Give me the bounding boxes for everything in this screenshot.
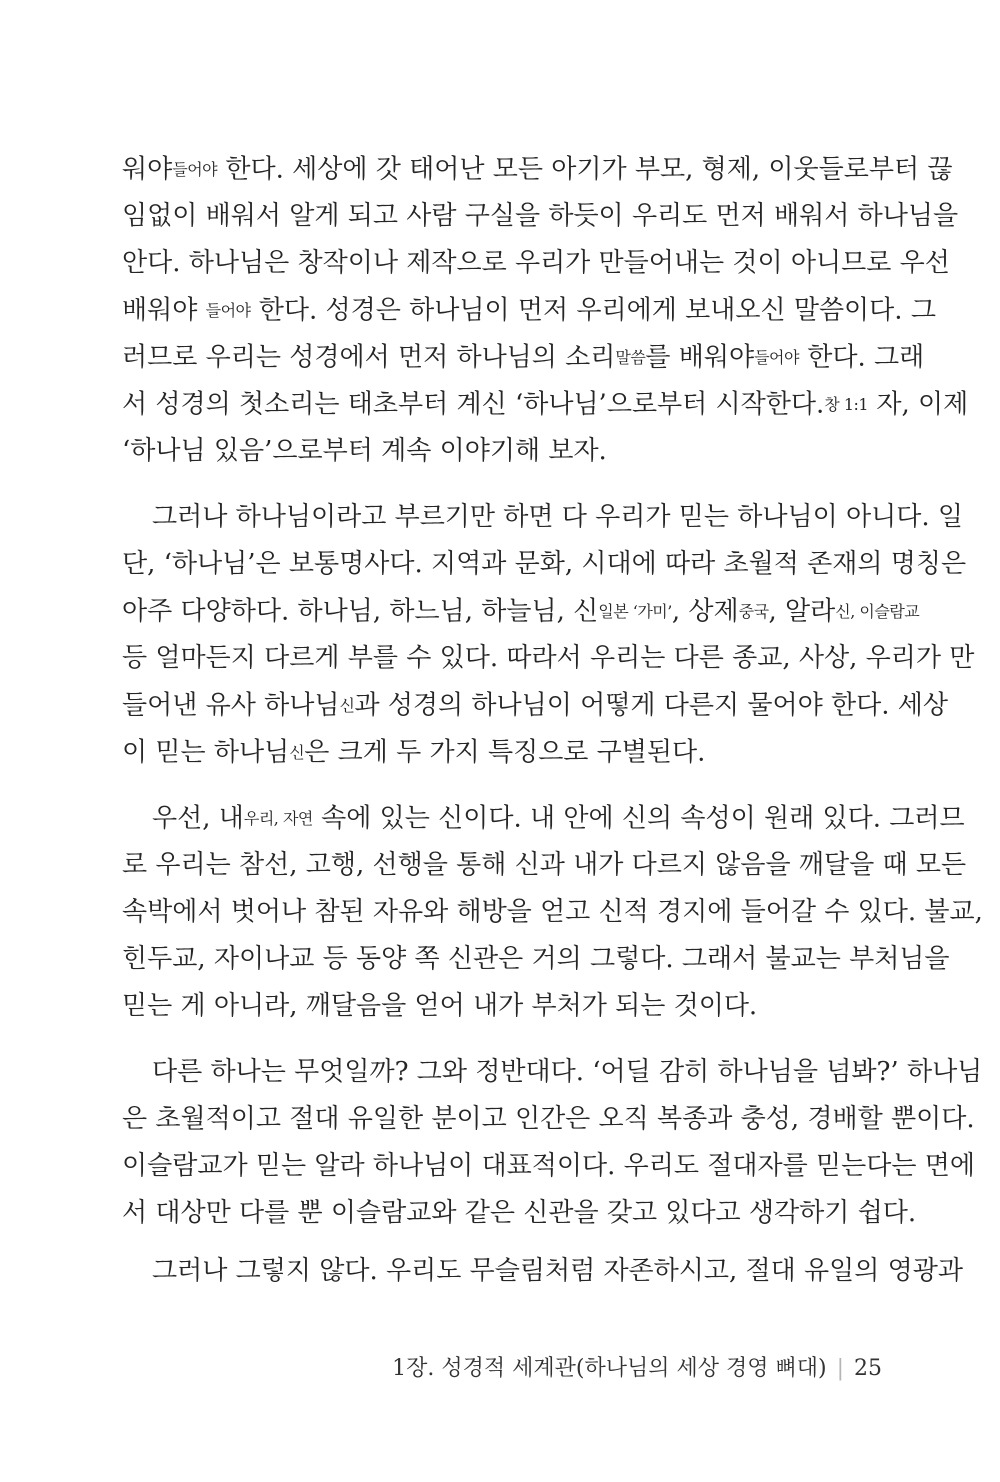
paragraph-gap — [122, 776, 888, 795]
text-line — [122, 240, 950, 287]
text-run: 이슬람교가 믿는 알라 하나님이 대표적이다. 우리도 절대자를 믿는다는 면에 — [122, 1151, 975, 1181]
text-line — [122, 494, 964, 541]
text-run: 한다. 세상에 갓 태어난 모든 아기가 부모, 형제, 이웃들로부터 끊 — [217, 154, 953, 185]
inline-annotation: 신 — [289, 743, 305, 762]
text-run: , 상제 — [671, 596, 739, 627]
paragraph — [122, 494, 975, 776]
text-run: 배워야 — [122, 295, 206, 326]
paragraph — [122, 1049, 983, 1237]
text-run: 믿는 게 아니라, 깨달음을 얻어 내가 부처가 되는 것이다. — [122, 991, 758, 1021]
text-line — [122, 936, 950, 983]
text-run: , 알라 — [768, 596, 836, 627]
inline-annotation: 신, 이슬람교 — [835, 602, 920, 621]
text-run: 과 성경의 하나님이 어떻게 다른지 물어야 한다. 세상 — [354, 690, 948, 721]
text-line — [122, 889, 983, 936]
text-line — [122, 1049, 983, 1096]
text-line — [122, 381, 969, 428]
text-run: 속박에서 벗어나 참된 자유와 해방을 얻고 신적 경지에 들어갈 수 있다. 불교, — [122, 897, 983, 927]
text-run: 아주 다양하다. 하나님, 하느님, 하늘님, 신 — [122, 596, 599, 627]
chapter-title: 1장. 성경적 세계관(하나님의 세상 경영 뼈대) — [392, 1356, 827, 1381]
text-line — [122, 588, 920, 635]
text-run: 서 성경의 첫소리는 태초부터 계신 ‘하나님’으로부터 시작한다. — [122, 389, 825, 420]
text-line — [122, 287, 936, 334]
inline-annotation: 신 — [339, 696, 355, 715]
text-run: 그러나 그렇지 않다. 우리도 무슬림처럼 자존하시고, 절대 유일의 영광과 — [152, 1256, 964, 1286]
inline-annotation: 우리, 자연 — [243, 809, 313, 828]
text-line — [122, 428, 888, 475]
text-line — [122, 682, 948, 729]
paragraph — [122, 1248, 964, 1295]
text-run: 한다. 성경은 하나님이 먼저 우리에게 보내오신 말씀이다. 그 — [250, 295, 936, 326]
text-run: 를 배워야 — [645, 342, 755, 373]
text-line — [122, 729, 888, 776]
text-line — [122, 1190, 917, 1237]
paragraph-gap — [122, 1030, 888, 1049]
text-run: 한다. 그래 — [798, 342, 925, 373]
text-run: 등 얼마든지 다르게 부를 수 있다. 따라서 우리는 다른 종교, 사상, 우리가 만 — [122, 643, 975, 673]
text-run: 이 믿는 하나님 — [122, 737, 290, 768]
paragraph-gap — [122, 475, 888, 494]
inline-annotation: 중국 — [738, 602, 769, 621]
text-run: 로 우리는 참선, 고행, 선행을 통해 신과 내가 다르지 않음을 깨달을 때 모든 — [122, 850, 967, 880]
text-line — [122, 1143, 975, 1190]
text-run: 임없이 배워서 알게 되고 사람 구실을 하듯이 우리도 먼저 배워서 하나님을 — [122, 201, 959, 231]
text-line — [122, 541, 967, 588]
text-run: 속에 있는 신이다. 내 안에 신의 속성이 원래 있다. 그러므 — [312, 803, 965, 834]
text-run: 러므로 우리는 성경에서 먼저 하나님의 소리 — [122, 342, 616, 373]
text-run: 다른 하나는 무엇일까? 그와 정반대다. ‘어딜 감히 하나님을 넘봐?’ 하나님 — [152, 1057, 983, 1087]
page-number: 25 — [854, 1356, 882, 1381]
footer-separator: | — [836, 1356, 844, 1381]
text-run: 안다. 하나님은 창작이나 제작으로 우리가 만들어내는 것이 아니므로 우선 — [122, 248, 950, 278]
text-run: 자, 이제 — [868, 389, 969, 420]
inline-annotation: 창 1:1 — [824, 395, 869, 414]
inline-annotation: 말씀 — [615, 348, 646, 367]
text-run: 단, ‘하나님’은 보통명사다. 지역과 문화, 시대에 따라 초월적 존재의 명칭은 — [122, 549, 967, 579]
text-run: 들어낸 유사 하나님 — [122, 690, 340, 721]
paragraph-gap — [122, 1237, 888, 1248]
text-run: 서 대상만 다를 뿐 이슬람교와 같은 신관을 갖고 있다고 생각하기 쉽다. — [122, 1198, 917, 1228]
running-footer — [392, 1353, 882, 1385]
text-line — [122, 1096, 975, 1143]
text-line — [122, 795, 965, 842]
text-line — [122, 635, 975, 682]
text-run: ‘하나님 있음’으로부터 계속 이야기해 보자. — [122, 436, 607, 466]
text-line — [122, 1248, 964, 1295]
inline-annotation: 들어야 — [172, 160, 218, 179]
text-run: 우선, 내 — [152, 803, 244, 834]
paragraph — [122, 146, 969, 475]
text-line — [122, 146, 953, 193]
paragraph — [122, 795, 983, 1030]
body-text — [122, 146, 983, 1295]
text-line — [122, 842, 967, 889]
text-line — [122, 193, 959, 240]
inline-annotation: 들어야 — [754, 348, 799, 367]
text-run: 힌두교, 자이나교 등 동양 쪽 신관은 거의 그렇다. 그래서 불교는 부처님을 — [122, 944, 950, 974]
text-line — [122, 334, 925, 381]
inline-annotation: 일본 ‘가미’ — [598, 602, 672, 621]
inline-annotation: 들어야 — [205, 301, 251, 320]
text-run: 은 초월적이고 절대 유일한 분이고 인간은 오직 복종과 충성, 경배할 뿐이다. — [122, 1104, 975, 1134]
text-run: 워야 — [122, 154, 173, 185]
text-run: 은 크게 두 가지 특징으로 구별된다. — [304, 737, 706, 768]
text-run: 그러나 하나님이라고 부르기만 하면 다 우리가 믿는 하나님이 아니다. 일 — [152, 502, 964, 532]
text-line — [122, 983, 888, 1030]
